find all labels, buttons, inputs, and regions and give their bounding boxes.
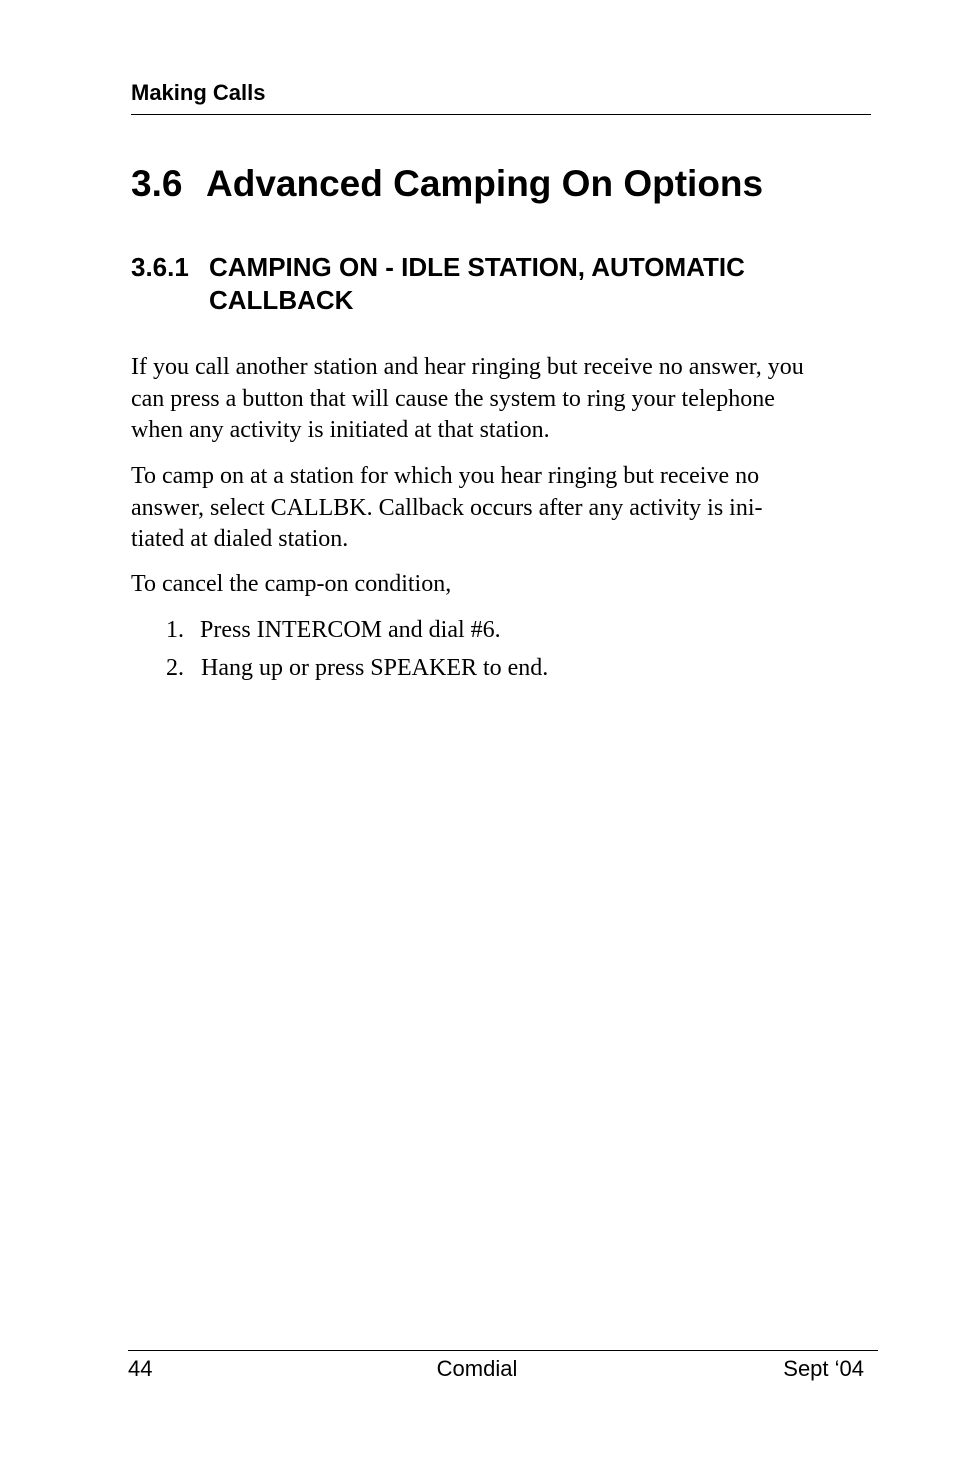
header-rule bbox=[131, 114, 871, 115]
running-header: Making Calls bbox=[131, 80, 266, 105]
paragraph bbox=[131, 352, 871, 447]
step-text: Press INTERCOM and dial #6. bbox=[200, 617, 501, 643]
paragraph-line: can press a button that will cause the system to ring your telephone bbox=[131, 385, 775, 412]
section-title bbox=[131, 163, 763, 205]
step-number: 2. bbox=[166, 655, 184, 681]
step-number: 1. bbox=[166, 617, 184, 643]
paragraph-line: To camp on at a station for which you hear ringing but receive no bbox=[131, 463, 760, 489]
paragraph bbox=[131, 569, 871, 601]
paragraph-line: tiated at dialed station. bbox=[131, 526, 349, 552]
subsection-title-text: CAMPING ON - IDLE STATION, AUTOMATIC CALLBACK bbox=[209, 252, 745, 315]
paragraph-line: answer, select CALLBK. Callback occurs after any activity is ini- bbox=[131, 494, 763, 521]
footer-publisher: Comdial bbox=[436, 1356, 518, 1381]
section-title-text: Advanced Camping On Options bbox=[206, 163, 764, 204]
footer-rule bbox=[128, 1350, 878, 1351]
paragraph bbox=[131, 461, 871, 556]
section-number: 3.6 bbox=[131, 163, 183, 204]
paragraph-line: when any activity is initiated at that station. bbox=[131, 417, 550, 443]
subsection-number: 3.6.1 bbox=[131, 252, 189, 282]
paragraph-line: If you call another station and hear ringing but receive no answer, you bbox=[131, 354, 804, 380]
page-number: 44 bbox=[128, 1356, 153, 1381]
step-text: Hang up or press SPEAKER to end. bbox=[201, 655, 549, 681]
footer-date: Sept ‘04 bbox=[783, 1356, 864, 1381]
paragraph-line: To cancel the camp-on condition, bbox=[131, 571, 452, 597]
